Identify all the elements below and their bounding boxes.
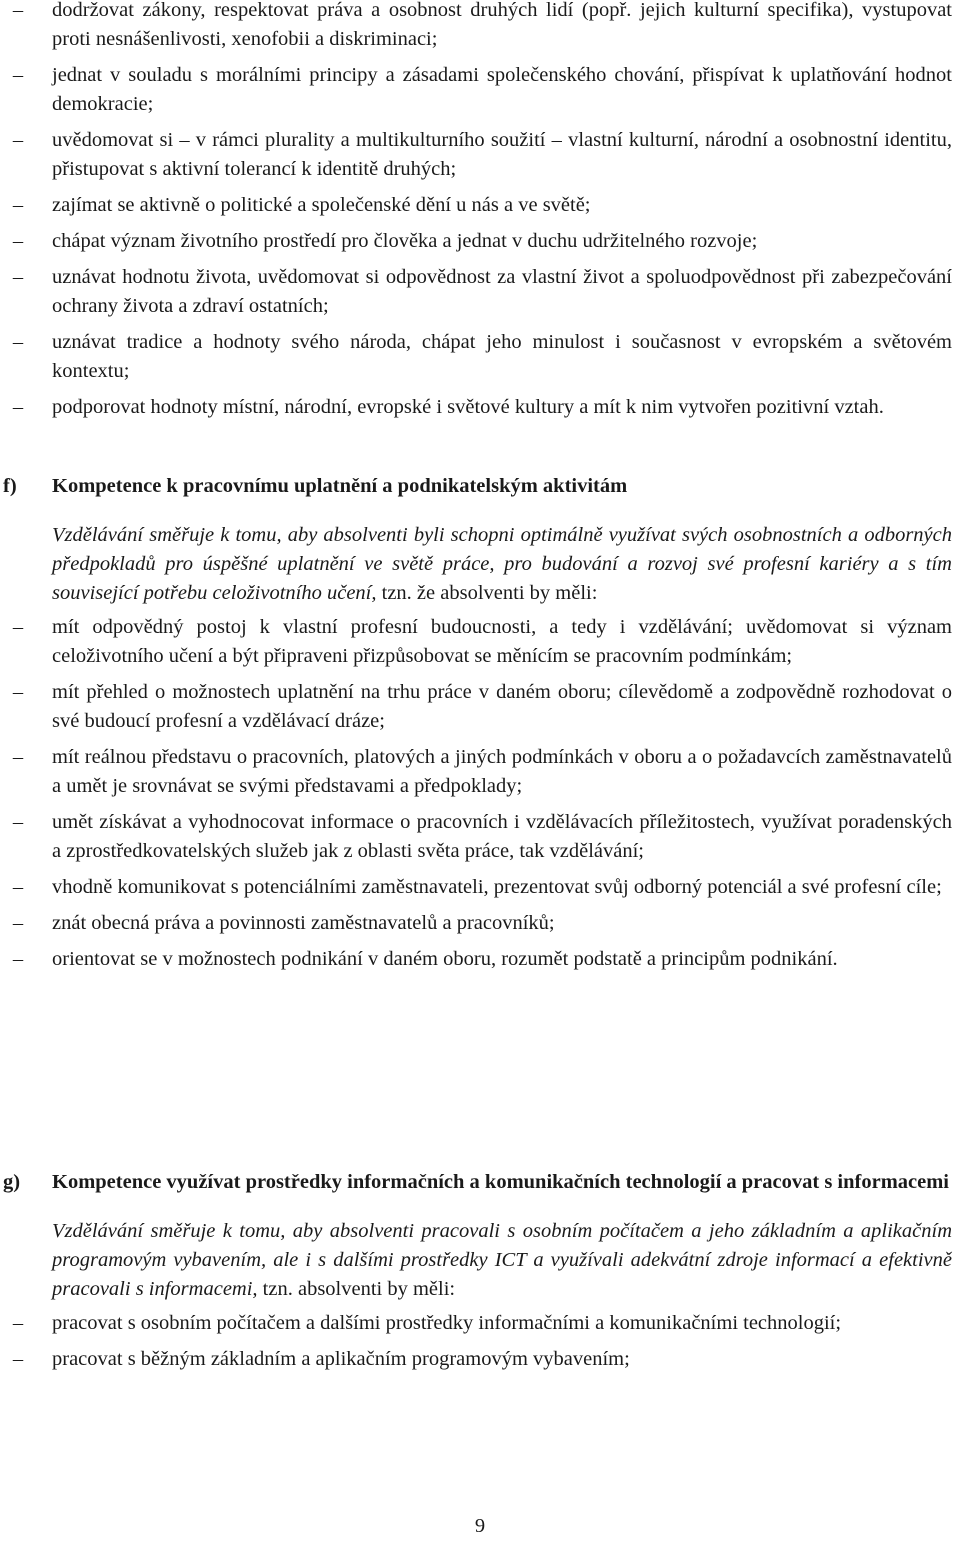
intro-regular-text: tzn. absolventi by měli: (257, 1278, 456, 1300)
dash-bullet: – (12, 230, 24, 252)
intro-italic-text: Vzdělávání směřuje k tomu, aby absolventi pracovali s osobním počítačem a jeho základním a aplikačním programovým vybavením, ale i s dalšími prostředky ICT a využívali adekvátní zdroje informací a efektivně pracovali s informacemi, (52, 1220, 952, 1300)
list-item-text: pracovat s osobním počítačem a dalšími prostředky informačními a komunikačními technologií; (52, 1312, 842, 1334)
list-item-text: jednat v souladu s morálními principy a zásadami společenského chování, přispívat k uplatňování hodnot demokracie; (52, 64, 952, 115)
dash-bullet: – (12, 266, 24, 288)
dash-bullet: – (12, 129, 24, 151)
section-g-list (0, 1309, 956, 1374)
section-heading (0, 472, 956, 501)
list-item-text: uznávat tradice a hodnoty svého národa, chápat jeho minulost i současnost v evropském a světovém kontextu; (52, 331, 952, 382)
page-number: 9 (474, 1515, 486, 1537)
list-item-text: orientovat se v možnostech podnikání v daném oboru, rozumět podstatě a principům podnikání. (52, 948, 838, 970)
section-title: Kompetence k pracovnímu uplatnění a podnikatelským aktivitám (52, 475, 628, 497)
dash-bullet: – (12, 811, 24, 833)
list-item (0, 126, 956, 184)
list-item-text: mít přehled o možnostech uplatnění na trhu práce v daném oboru; cílevědomě a zodpovědně rozhodovat o své budoucí profesní a vzdělávací dráze; (52, 681, 952, 732)
list-item-text: podporovat hodnoty místní, národní, evropské i světové kultury a mít k nim vytvořen pozitivní vztah. (52, 396, 884, 418)
dash-bullet: – (12, 948, 24, 970)
list-item (0, 263, 956, 321)
list-item (0, 0, 956, 54)
dash-bullet: – (12, 876, 24, 898)
list-item (0, 808, 956, 866)
list-item (0, 945, 956, 974)
list-item (0, 1345, 956, 1374)
dash-bullet: – (12, 331, 24, 353)
dash-bullet: – (12, 1348, 24, 1370)
list-item (0, 743, 956, 801)
dash-bullet: – (12, 194, 24, 216)
dash-bullet: – (12, 1312, 24, 1334)
dash-bullet: – (12, 746, 24, 768)
list-item-text: mít odpovědný postoj k vlastní profesní budoucnosti, a tedy i vzdělávání; uvědomovat si význam celoživotního učení a být připraveni přizpůsobovat se měnícím se pracovním podmínkám; (52, 616, 952, 667)
section-heading (0, 1168, 956, 1197)
section-letter: f) (3, 475, 17, 497)
list-item (0, 191, 956, 220)
section-title: Kompetence využívat prostředky informačních a komunikačních technologií a pracovat s informacemi (52, 1171, 950, 1193)
section-intro (0, 521, 956, 608)
list-item-text: umět získávat a vyhodnocovat informace o pracovních i vzdělávacích příležitostech, využívat poradenských a zprostředkovatelských služeb jak z oblasti světa práce, tak vzdělávání; (52, 811, 952, 862)
intro-regular-text: tzn. že absolventi by měli: (376, 582, 598, 604)
list-item (0, 613, 956, 671)
dash-bullet: – (12, 64, 24, 86)
dash-bullet: – (12, 616, 24, 638)
list-item (0, 1309, 956, 1338)
list-item (0, 678, 956, 736)
competence-list-top (0, 0, 956, 429)
list-item-text: chápat význam životního prostředí pro člověka a jednat v duchu udržitelného rozvoje; (52, 230, 758, 252)
list-item-text: znát obecná práva a povinnosti zaměstnavatelů a pracovníků; (52, 912, 555, 934)
list-item-text: uznávat hodnotu života, uvědomovat si odpovědnost za vlastní život a spoluodpovědnost při zabezpečování ochrany života a zdraví ostatních; (52, 266, 952, 317)
list-item (0, 909, 956, 938)
list-item (0, 328, 956, 386)
list-item (0, 227, 956, 256)
section-letter: g) (3, 1171, 21, 1193)
list-item-text: uvědomovat si – v rámci plurality a multikulturního soužití – vlastní kulturní, národní a osobnostní identitu, přistupovat s aktivní tolerancí k identitě druhých; (52, 129, 952, 180)
section-intro (0, 1217, 956, 1304)
intro-italic-text: Vzdělávání směřuje k tomu, aby absolventi byli schopni optimálně využívat svých osobnostních a odborných předpokladů pro úspěšné uplatnění ve světě práce, pro budování a rozvoj své profesní kariéry a s tím související potřebu celoživotního učení, (52, 524, 952, 604)
list-item (0, 393, 956, 422)
dash-bullet: – (12, 0, 24, 21)
list-item-text: dodržovat zákony, respektovat práva a osobnost druhých lidí (popř. jejich kulturní specifika), vystupovat proti nesnášenlivosti, xenofobii a diskriminaci; (52, 0, 952, 50)
list-item-text: mít reálnou představu o pracovních, platových a jiných podmínkách v oboru a o požadavcích zaměstnavatelů a umět je srovnávat se svými představami a předpoklady; (52, 746, 952, 797)
list-item (0, 873, 956, 902)
dash-bullet: – (12, 396, 24, 418)
section-f-list (0, 613, 956, 974)
dash-bullet: – (12, 912, 24, 934)
list-item-text: zajímat se aktivně o politické a společenské dění u nás a ve světě; (52, 194, 591, 216)
list-item (0, 61, 956, 119)
list-item-text: vhodně komunikovat s potenciálními zaměstnavateli, prezentovat svůj odborný potenciál a své profesní cíle; (52, 876, 942, 898)
dash-bullet: – (12, 681, 24, 703)
section-f (0, 472, 956, 981)
list-item-text: pracovat s běžným základním a aplikačním programovým vybavením; (52, 1348, 630, 1370)
section-g (0, 1168, 956, 1381)
